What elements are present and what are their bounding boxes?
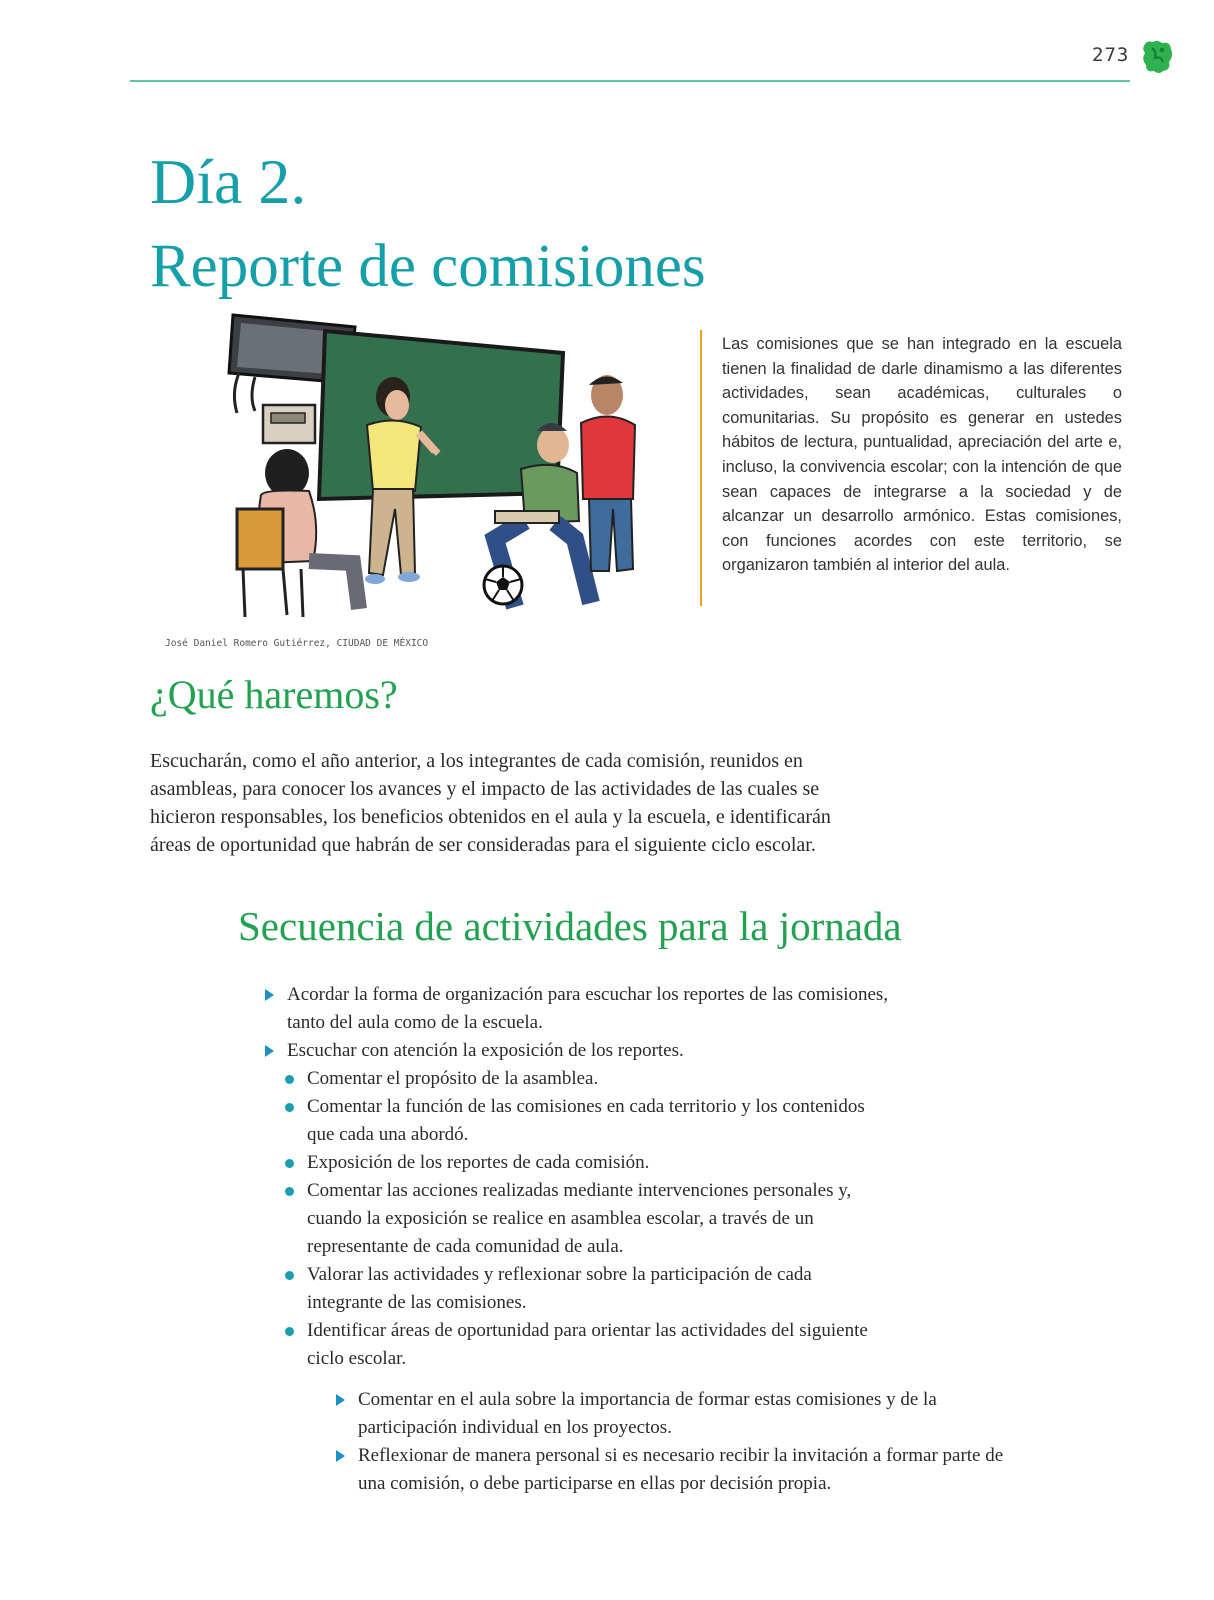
que-haremos-paragraph: Escucharán, como el año anterior, a los integrantes de cada comisión, reunidos en asambleas, para conocer los avances y el impacto de las actividades de las cuales se hicieron responsables, los beneficios obtenidos en el aula y la escuela, e identificarán áreas de oportunidad que habrán de ser consideradas para el siguiente ciclo escolar. [150,750,831,856]
sub-step-text: Exposición de los reportes de cada comisión. [307,1152,650,1173]
triangle-bullet-icon [336,1394,345,1406]
sub-steps-list [262,1065,882,1373]
activity-sequence-list [262,981,902,1373]
section-title-secuencia: Secuencia de actividades para la jornada [238,903,902,949]
triangle-bullet-icon [265,989,274,1001]
triangle-bullet-icon [265,1045,274,1057]
sub-step-text: Identificar áreas de oportunidad para orientar las actividades del siguiente ciclo escolar. [307,1320,868,1369]
standing-boy-figure [581,375,635,571]
soccer-ball-icon [484,566,522,604]
dot-bullet-icon [285,1103,294,1112]
list-item [262,981,902,1037]
step-text: Escuchar con atención la exposición de los reportes. [287,1040,684,1061]
page-title: Reporte de comisiones [150,233,706,300]
list-item [262,1037,902,1065]
dot-bullet-icon [285,1271,294,1280]
sub-step-text: Valorar las actividades y reflexionar sobre la participación de cada integrante de las comisiones. [307,1264,812,1313]
illustration-caption: José Daniel Romero Gutiérrez, CIUDAD DE MÉXICO [165,638,429,649]
wall-box-icon [263,405,315,443]
sub-step-text: Comentar el propósito de la asamblea. [307,1068,599,1089]
closing-steps-list [333,1386,1013,1498]
list-item [333,1442,1013,1498]
green-emblem-icon [1140,38,1174,76]
day-title: Día 2. [150,146,307,217]
header-rule [130,80,1130,82]
sub-list-container [262,1065,902,1373]
closing-step-text: Comentar en el aula sobre la importancia de formar estas comisiones y de la participación individual en los proyectos. [358,1389,937,1438]
triangle-bullet-icon [336,1450,345,1462]
list-item [333,1386,1013,1442]
section-title-que-haremos: ¿Qué haremos? [150,672,398,717]
step-text: Acordar la forma de organización para escuchar los reportes de las comisiones, tanto del aula como de la escuela. [287,984,889,1033]
sub-step-text: Comentar las acciones realizadas mediante intervenciones personales y, cuando la exposición se realice en asamblea escolar, a través de un representante de cada comunidad de aula. [307,1180,852,1257]
dot-bullet-icon [285,1187,294,1196]
intro-accent-bar [700,330,702,606]
list-item [282,1065,882,1093]
list-item [282,1093,882,1149]
list-item [282,1177,882,1261]
intro-paragraph: Las comisiones que se han integrado en la escuela tienen la finalidad de darle dinamismo a las diferentes actividades, sean académicas, culturales o comunitarias. Su propósito es generar en ustedes hábitos de lectura, puntualidad, apreciación del arte e, incluso, la convivencia escolar; con la intención de que sean capaces de integrarse a la sociedad y de alcanzar un desarrollo armónico. Estas comisiones, con funciones acordes con este territorio, se organizaron también al interior del aula. [722,335,1122,575]
page-number: 273 [1092,44,1130,66]
list-item [282,1149,882,1177]
list-item [282,1317,882,1373]
sub-step-text: Comentar la función de las comisiones en cada territorio y los contenidos que cada una abordó. [307,1096,865,1145]
list-item [282,1261,882,1317]
classroom-illustration [225,313,655,623]
dot-bullet-icon [285,1075,294,1084]
dot-bullet-icon [285,1159,294,1168]
dot-bullet-icon [285,1327,294,1336]
closing-step-text: Reflexionar de manera personal si es necesario recibir la invitación a formar parte de una comisión, o debe participarse en ellas por decisión propia. [358,1445,1004,1494]
